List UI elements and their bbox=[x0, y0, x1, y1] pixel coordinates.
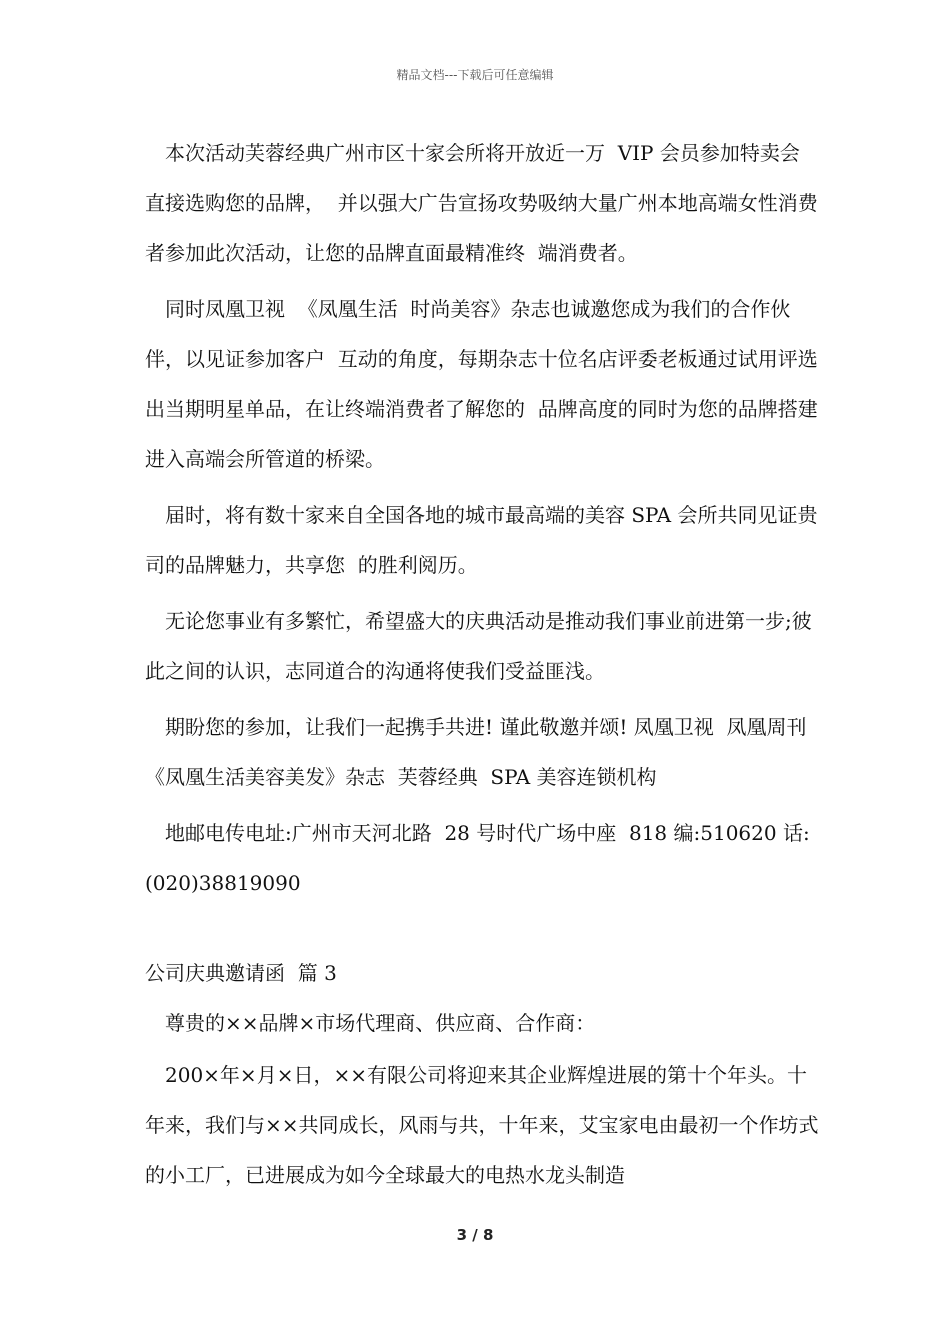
paragraph-phoenix-tv: 同时凤凰卫视 《凤凰生活 时尚美容》杂志也诚邀您成为我们的合作伙伴，以见证参加客户 互动的角度，每期杂志十位名店评委老板通过试用评选出当期明星单品，在让终端消费者了解您的 品牌高度的同时为您的品牌搭建进入高端会所管道的桥梁。 bbox=[145, 297, 818, 471]
page-total: 8 bbox=[482, 1226, 494, 1244]
page-header: 精品文档---下载后可任意编辑 bbox=[396, 68, 554, 82]
paragraph-busy-celebration: 无论您事业有多繁忙，希望盛大的庆典活动是推动我们事业前进第一步;彼此之间的认识，志同道合的沟通将使我们受益匪浅。 bbox=[145, 609, 812, 683]
page-number bbox=[0, 1226, 950, 1244]
paragraph-anniversary: 200×年×月×日，××有限公司将迎来其企业辉煌进展的第十个年头。十年来，我们与××共同成长，风雨与共，十年来，艾宝家电由最初一个作坊式的小工厂，已进展成为如今全球最大的电热水龙头制造 bbox=[145, 1063, 819, 1187]
paragraph-address: 地邮电传电址:广州市天河北路 28 号时代广场中座 818 编:510620 话:(020)38819090 bbox=[145, 821, 810, 895]
document-body bbox=[145, 128, 825, 1202]
page-current: 3 bbox=[456, 1226, 468, 1244]
paragraph-event-intro: 本次活动芙蓉经典广州市区十家会所将开放近一万 VIP 会员参加特卖会 直接选购您的品牌， 并以强大广告宣扬攻势吸纳大量广州本地高端女性消费者参加此次活动，让您的品牌直面最精准终 端消费者。 bbox=[145, 141, 818, 265]
paragraph-salutation: 尊贵的××品牌×市场代理商、供应商、合作商： bbox=[165, 1011, 596, 1035]
section-title: 公司庆典邀请函 篇 3 bbox=[145, 961, 337, 985]
paragraph-invitation-signoff: 期盼您的参加，让我们一起携手共进! 谨此敬邀并颂! 凤凰卫视 凤凰周刊 《凤凰生活美容美发》杂志 芙蓉经典 SPA 美容连锁机构 bbox=[145, 715, 820, 789]
paragraph-spa-witness: 届时，将有数十家来自全国各地的城市最高端的美容 SPA 会所共同见证贵司的品牌魅力，共享您 的胜利阅历。 bbox=[145, 503, 818, 577]
page-separator: / bbox=[467, 1226, 483, 1244]
